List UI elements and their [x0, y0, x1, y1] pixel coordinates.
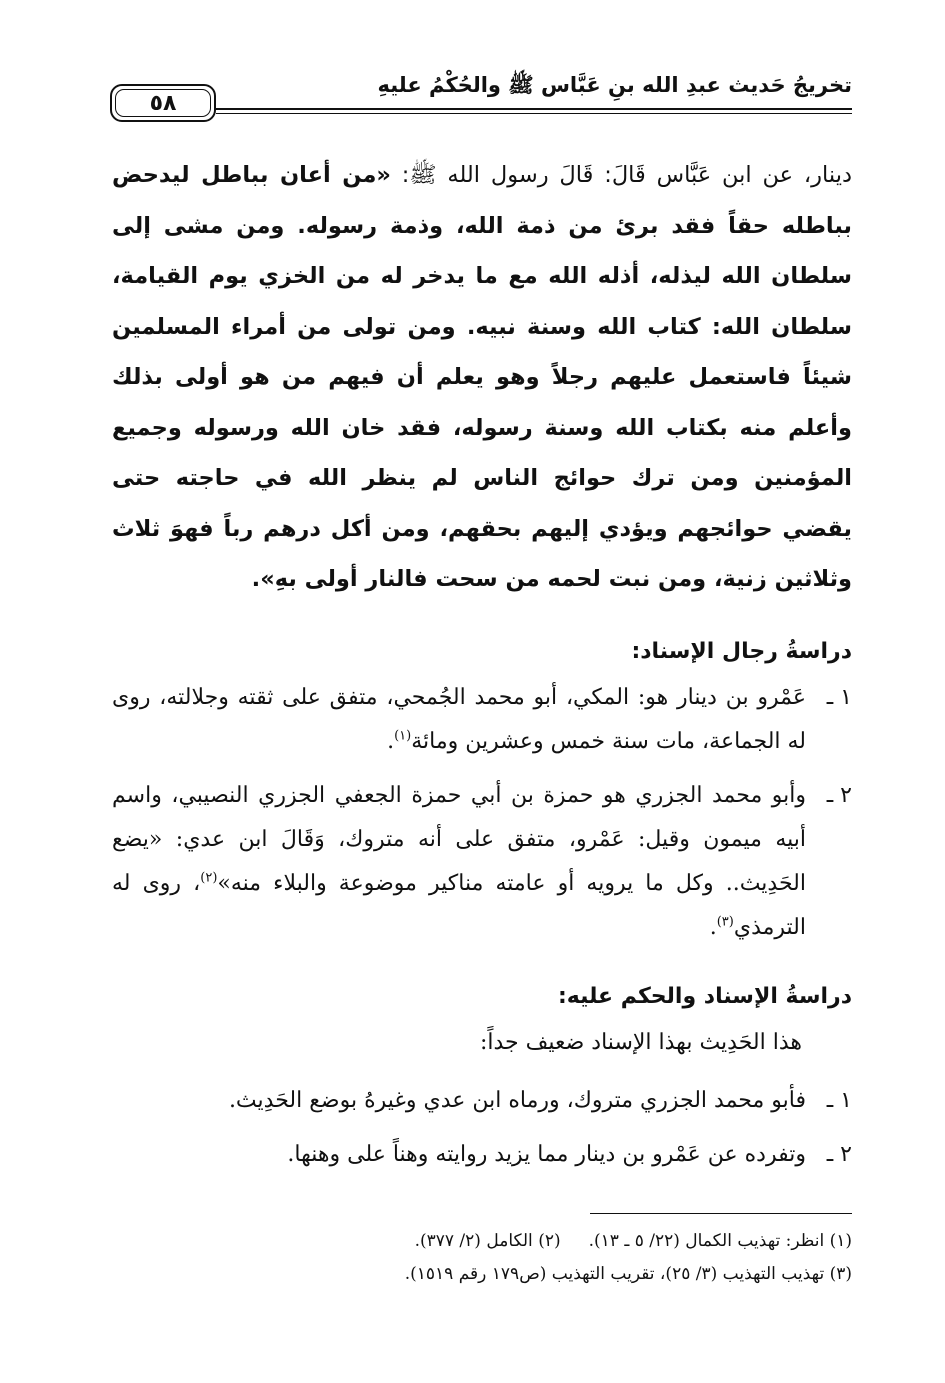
- header-rule-thin: [216, 113, 852, 114]
- footnotes: [252, 1225, 852, 1291]
- item-text: وتفرده عن عَمْرو بن دينار مما يزيد روايته وهناً على وهنها.: [287, 1141, 806, 1167]
- narrator-item: [112, 774, 852, 950]
- item-text: فأبو محمد الجزري متروك، ورماه ابن عدي وغيرهُ بوضع الحَدِيث.: [228, 1087, 806, 1113]
- page-header: [110, 68, 852, 120]
- item-tail: .: [387, 728, 395, 754]
- footnote-2: (٢) الكامل (٢/ ٣٧٧).: [414, 1231, 561, 1251]
- section-heading-ruling: دراسةُ الإسناد والحكم عليه:: [557, 983, 852, 1009]
- footnote-1: (١) انظر: تهذيب الكمال (٢٢/ ٥ ـ ١٣).: [588, 1231, 852, 1251]
- footnote-ref: (١): [394, 728, 412, 744]
- footnote-line: [252, 1225, 852, 1258]
- ruling-item: [112, 1133, 852, 1177]
- ruling-item: [112, 1079, 852, 1123]
- item-number: ١ ـ: [826, 684, 852, 710]
- footnote-separator: [590, 1213, 852, 1214]
- page-number: ٥٨: [149, 90, 177, 116]
- section-heading-narrators: دراسةُ رجال الإسناد:: [631, 638, 852, 664]
- narrator-item: [112, 676, 852, 764]
- item-text: وأبو محمد الجزري هو حمزة بن أبي حمزة الجعفي الجزري النصيبي، واسم أبيه ميمون وقيل: عَمْرو، متفق على أنه متروك، وَقَالَ ابن عدي: «يضع الحَدِيث.. وكل ما يرويه أو عامته مناكير موضوعة والبلاء منه»: [112, 782, 806, 896]
- item-number: ٢ ـ: [826, 782, 852, 808]
- header-rule: [216, 108, 852, 110]
- item-number: ٢ ـ: [826, 1141, 852, 1167]
- hadith-paragraph: [112, 150, 852, 605]
- item-number: ١ ـ: [826, 1087, 852, 1113]
- footnote-ref: (٢): [200, 870, 218, 886]
- item-tail: .: [709, 914, 717, 940]
- page-body: [112, 150, 852, 1187]
- hadith-chain: دينار، عن ابن عَبَّاس قَالَ: قَالَ رسول الله ﷺ:: [390, 162, 852, 188]
- item-text: عَمْرو بن دينار هو: المكي، أبو محمد الجُمحي، متفق على ثقته وجلالته، روى له الجماعة، مات سنة خمس وعشرين ومائة: [112, 684, 806, 754]
- page-number-frame: [110, 84, 216, 122]
- running-title: تخريجُ حَديث عبدِ الله بنِ عَبَّاس ﷺ والحُكْمُ عليهِ: [377, 73, 852, 97]
- item-text-continued: ، روى له الترمذي: [112, 870, 806, 940]
- footnote-line: [252, 1258, 852, 1291]
- hadith-text: «من أعان بباطل ليدحض بباطله حقاً فقد برئ من ذمة الله، وذمة رسوله. ومن مشى إلى سلطان الله ليذله، أذله الله مع ما يدخر له من الخزي يوم القيامة، سلطان الله: كتاب الله وسنة نبيه. ومن تولى من أمراء المسلمين شيئاً فاستعمل عليهم رجلاً وهو يعلم أن فيهم من هو أولى بذلك وأعلم منه بكتاب الله وسنة رسوله، فقد خان الله ورسوله وجميع المؤمنين ومن ترك حوائج الناس لم ينظر الله في حاجته حتى يقضي حوائجهم ويؤدي إليهم بحقهم، ومن أكل درهم رباً فهوَ ثلاث وثلاثين زنية، ومن نبت لحمه من سحت فالنار أولى بهِ».: [112, 162, 852, 592]
- footnote-ref: (٣): [716, 914, 734, 930]
- footnote-3: (٣) تهذيب التهذيب (٣/ ٢٥)، تقريب التهذيب (ص١٧٩ رقم ١٥١٩).: [404, 1264, 852, 1284]
- ruling-intro: هذا الحَدِيث بهذا الإسناد ضعيف جداً:: [479, 1029, 802, 1055]
